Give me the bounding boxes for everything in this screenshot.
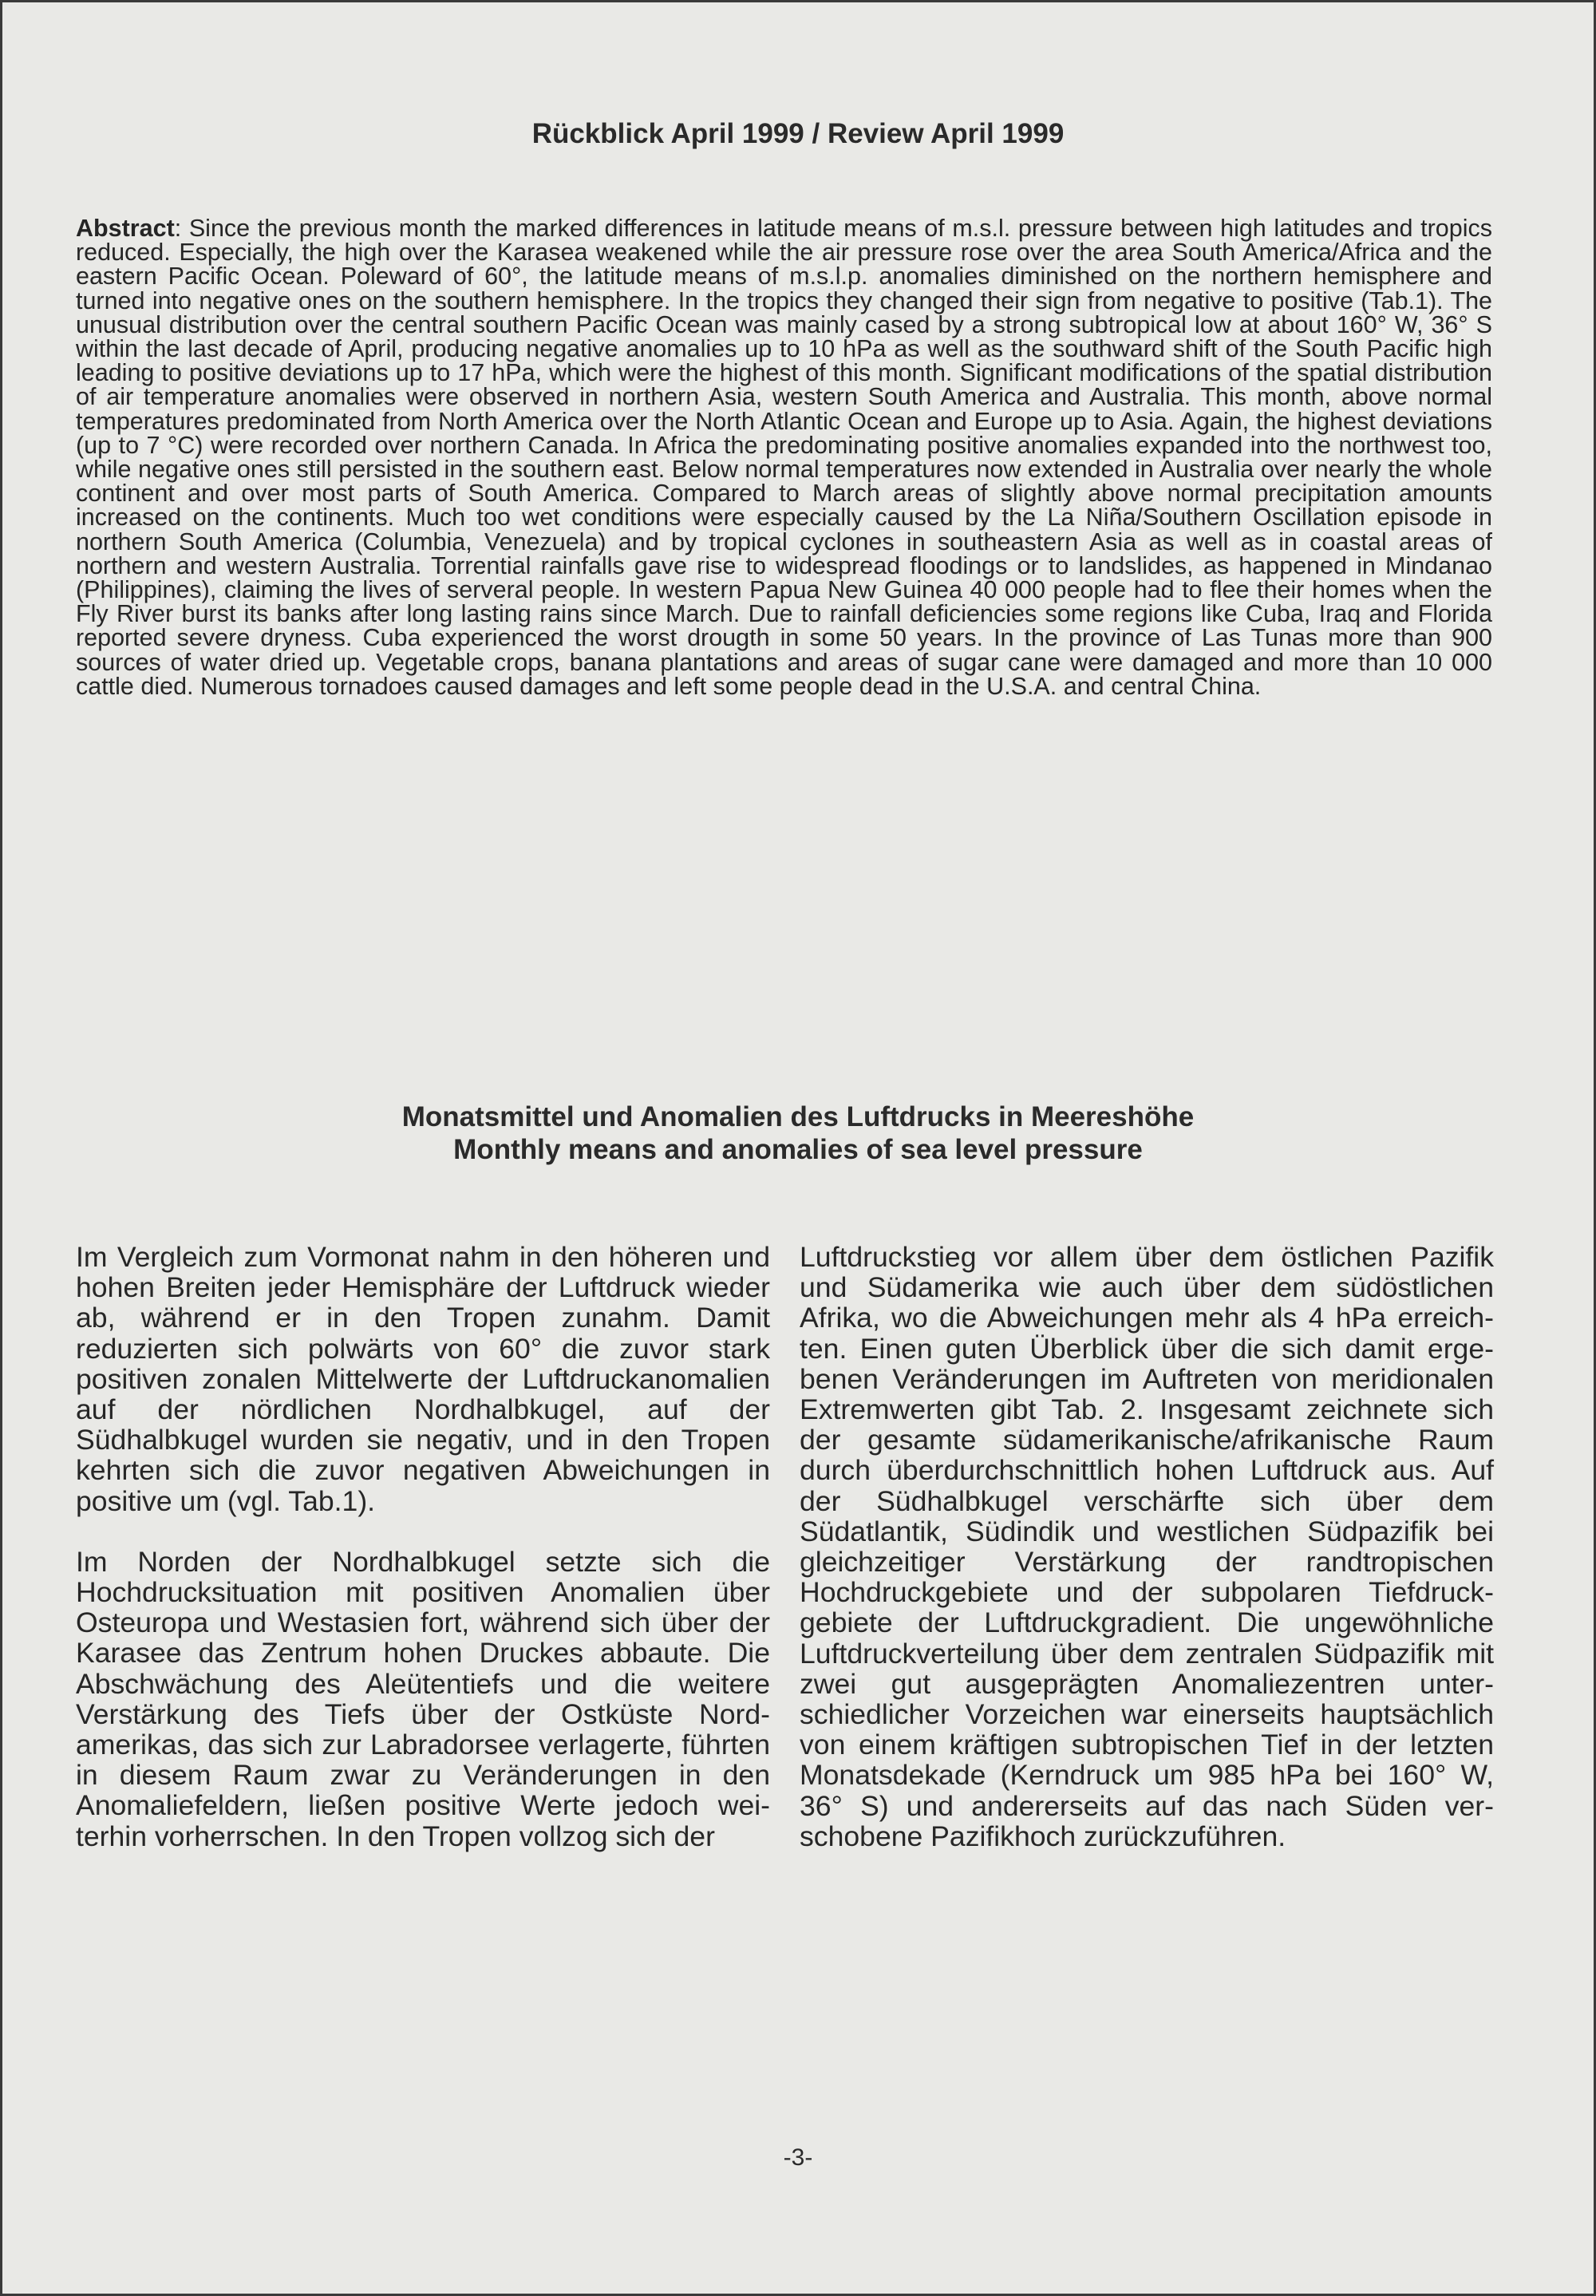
abstract-label: Abstract: [76, 215, 175, 242]
section-title-english: Monthly means and anomalies of sea level pressure: [453, 1134, 1143, 1165]
left-paragraph-1: Im Vergleich zum Vormonat nahm in den höheren und hohen Breiten jeder Hemisphäre der Luftdruck wieder ab, während er in den Tropen zunahm. Damit reduzierten sich polwärts von 60° die zuvor stark positiven zonalen Mittelwerte der Luftdruckanomalien auf der nördlichen Nordhalbkugel, auf der Südhalbkugel wurden sie negativ, und in den Tropen kehrten sich die zuvor negativen Abweichungen in positive um (vgl. Tab.1).: [76, 1241, 770, 1517]
section-title-german: Monatsmittel und Anomalien des Luftdrucks in Meereshöhe: [401, 1101, 1195, 1132]
left-column: [76, 1242, 770, 1851]
right-column: [800, 1242, 1494, 1851]
abstract-paragraph: [76, 216, 1492, 698]
page-number: -3-: [783, 2144, 813, 2171]
page-title: Rückblick April 1999 / Review April 1999: [531, 118, 1065, 149]
section-heading: [0, 1101, 1596, 1166]
right-paragraph-1: Luftdruckstieg vor allem über dem östlichen Pazifik und Südamerika wie auch über dem südöstlichen Afrika, wo die Abweichungen mehr als 4 hPa erreichten. Einen guten Überblick über die sich damit ergebenen Veränderungen im Auftreten von meridionalen Extremwerten gibt Tab. 2. Insgesamt zeichnete sich der gesamte südamerikanische/afrikanische Raum durch überdurchschnittlich hohen Luftdruck aus. Auf der Südhalbkugel verschärfte sich über dem Südatlantik, Südindik und westlichen Südpazifik bei gleichzeitiger Verstärkung der randtropischen Hochdruckgebiete und der subpolaren Tiefdruckgebiete der Luftdruckgradient. Die ungewöhnliche Luftdruckverteilung über dem zentralen Südpazifik mit zwei gut ausgeprägten Anomaliezentren unterschiedlicher Vorzeichen war einerseits hauptsächlich von einem kräftigen subtropischen Tief in der letzten Monatsdekade (Kerndruck um 985 hPa bei 160° W, 36° S) und andererseits auf das nach Süden verschobene Pazifikhoch zurückzuführen.: [800, 1241, 1494, 1852]
left-paragraph-2: Im Norden der Nordhalbkugel setzte sich die Hochdrucksituation mit positiven Anomalien über Osteuropa und Westasien fort, während sich über der Karasee das Zentrum hohen Druckes abbaute. Die Abschwächung des Aleütentiefs und die weitere Verstärkung des Tiefs über der Ostküste Nordamerikas, das sich zur Labradorsee verlagerte, führten in diesem Raum zwar zu Veränderungen in den Anomaliefeldern, ließen positive Werte jedoch weiterhin vorherrschen. In den Tropen vollzog sich der: [76, 1545, 770, 1852]
abstract-text: : Since the previous month the marked differences in latitude means of m.s.l. pressure between high latitudes and tropics reduced. Especially, the high over the Karasea weakened while the air pressure rose over the area South America/Africa and the eastern Pacific Ocean. Poleward of 60°, the latitude means of m.s.l.p. anomalies diminished on the northern hemisphere and turned into negative ones on the southern hemisphere. In the tropics they changed their sign from negative to positive (Tab.1). The unusual distribution over the central southern Pacific Ocean was mainly cased by a strong subtropical low at about 160° W, 36° S within the last decade of April, producing negative anomalies up to 10 hPa as well as the southward shift of the South Pacific high leading to positive deviations up to 17 hPa, which were the highest of this month. Significant modifications of the spatial distribution of air temperature anomalies were observed in northern Asia, western South America and Australia. This month, above normal temperatures predominated from North America over the North Atlantic Ocean and Europe up to Asia. Again, the highest deviations (up to 7 °C) were recorded over northern Canada. In Africa the predominating positive anomalies expanded into the northwest too, while negative ones still persisted in the southern east. Below normal temperatures now extended in Australia over nearly the whole continent and over most parts of South America. Compared to March areas of slightly above normal precipitation amounts increased on the continents. Much too wet conditions were especially caused by the La Niña/Southern Oscillation episode in northern South America (Columbia, Venezuela) and by tropical cyclones in southeastern Asia as well as in coastal areas of northern and western Australia. Torrential rainfalls gave rise to widespread floodings or to landslides, as happened in Mindanao (Philippines), claiming the lives of serveral people. In western Papua New Guinea 40 000 people had to flee their homes when the Fly River burst its banks after long lasting rains since March. Due to rainfall deficiencies some regions like Cuba, Iraq and Florida reported severe dryness. Cuba experienced the worst drougth in some 50 years. In the province of Las Tunas more than 900 sources of water dried up. Vegetable crops, banana plantations and areas of sugar cane were damaged and more than 10 000 cattle died. Numerous tornadoes caused damages and left some people dead in the U.S.A. and central China.: [76, 215, 1492, 700]
